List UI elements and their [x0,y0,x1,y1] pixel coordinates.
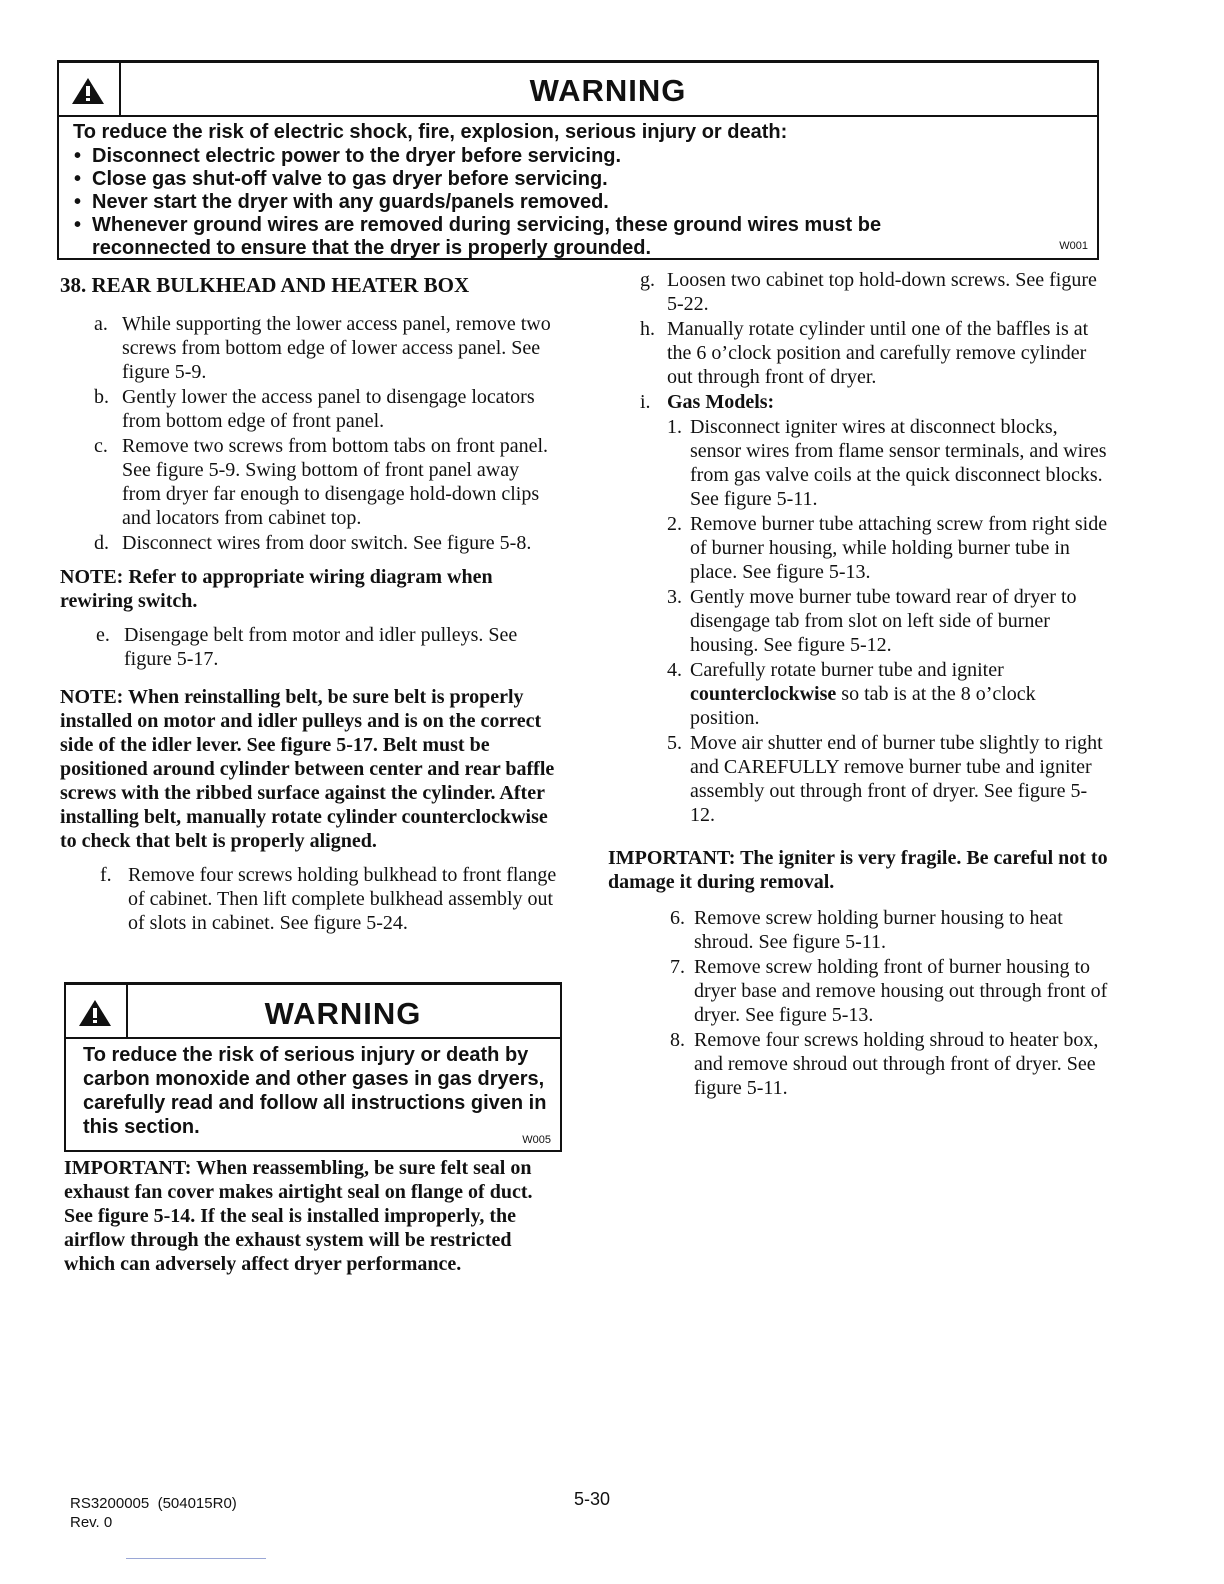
step-item [100,863,560,935]
step-item [96,623,564,671]
step-label: 5. [667,732,682,754]
gas-steps [640,415,1110,827]
step-item [667,512,1110,584]
step-item [667,658,1110,730]
step-e-list [60,623,560,671]
step-label: b. [94,386,109,408]
step-text: Remove four screws holding bulkhead to front flange of cabinet. Then lift complete bulkhead assembly out of slots in cabinet. See figure 5-24. [128,864,557,934]
step-item [94,434,560,530]
step-label: 4. [667,659,682,681]
top-warning-header [59,63,1097,117]
step-text: Gently lower the access panel to disengage locators from bottom edge of front panel. [122,386,535,432]
important-igniter: IMPORTANT: The igniter is very fragile. Be careful not to damage it during removal. [608,847,1108,893]
page-number: 5-30 [574,1489,611,1509]
top-warning-item: • Never start the dryer with any guards/panels removed. [73,191,1083,214]
step-item [94,531,560,555]
footer-rule [126,1558,266,1559]
step-text: Disengage belt from motor and idler pulleys. See figure 5-17. [124,624,518,670]
top-warning-title: WARNING [529,73,687,108]
step-label: 6. [670,907,685,929]
top-warning-list [73,145,1083,260]
note-belt: NOTE: When reinstalling belt, be sure belt is properly installed on motor and idler pulleys and is on the correct side of the idler lever. See figure 5-17. Belt must be positioned around cylinder between center and rear baffle screws with the ribbed surface against the cylinder. After installing belt, manually rotate cylinder counterclockwise to check that belt is properly aligned. [60,686,555,852]
left-column [60,268,560,936]
step-label: a. [94,313,108,335]
step-label: e. [96,624,110,646]
step-text: Disconnect igniter wires at disconnect blocks, sensor wires from flame sensor terminals, and wires from gas valve coils at the quick disconnect blocks. See figure 5-11. [690,416,1107,510]
gas-steps-2 [670,906,1110,1100]
step-text: Remove screw holding front of burner housing to dryer base and remove housing out through front of dryer. See figure 5-13. [694,956,1108,1026]
step-text: Remove four screws holding shroud to heater box, and remove shroud out through front of dryer. See figure 5-11. [694,1029,1099,1099]
top-warning-code: W001 [1059,240,1088,252]
step-text: Gently move burner tube toward rear of dryer to disengage tab from slot on left side of burner housing. See figure 5-12. [690,586,1077,656]
top-warning-item: • Close gas shut-off valve to gas dryer before servicing. [73,168,1083,191]
step-item [667,415,1110,511]
warning-triangle-icon [71,77,105,105]
gas-warning-header [66,985,560,1039]
step-item [670,906,1110,954]
gas-warning-body: To reduce the risk of serious injury or death by carbon monoxide and other gases in gas dryers, carefully read and follow all instructions given in this section. [83,1044,547,1138]
step-label: 1. [667,416,682,438]
step-text: Loosen two cabinet top hold-down screws. See figure 5-22. [667,269,1097,315]
step-label: h. [640,318,655,340]
doc-number: RS3200005 (504015R0) [70,1495,237,1512]
step-text: Move air shutter end of burner tube slightly to right and CAREFULLY remove burner tube and igniter assembly out through front of dryer. See figure 5-12. [690,732,1103,826]
footer-left [70,1494,237,1532]
step-item [670,955,1110,1027]
warning-triangle-icon [78,999,112,1027]
revision: Rev. 0 [70,1514,113,1531]
top-warning-intro: To reduce the risk of electric shock, fire, explosion, serious injury or death: [73,121,788,143]
gas-warning-title: WARNING [264,996,422,1031]
gas-warning-box [64,982,562,1152]
step-label: i. [640,391,651,413]
step-text: Remove screw holding burner housing to heat shroud. See figure 5-11. [694,907,1063,953]
step-label: 8. [670,1029,685,1051]
step-item [667,731,1110,827]
gas-warning-code: W005 [522,1134,551,1146]
step-item [640,268,1110,316]
step-f-list [60,863,560,935]
step-item [640,390,1110,414]
top-warning-icon-cell [59,63,121,115]
step-label: 3. [667,586,682,608]
step-text-post: so tab is at the 8 o’clock position. [690,683,1036,729]
step-label: 2. [667,513,682,535]
step-label: d. [94,532,109,554]
note-wiring: NOTE: Refer to appropriate wiring diagram when rewiring switch. [60,566,493,612]
top-warning-item: • Disconnect electric power to the dryer before servicing. [73,145,1083,168]
steps-a-d [60,312,560,555]
steps-g-i [640,268,1110,414]
step-text: Remove two screws from bottom tabs on front panel. See figure 5-9. Swing bottom of front panel away from dryer far enough to disengage hold-down clips and locators from cabinet top. [122,435,549,529]
step-item [667,585,1110,657]
step-text: Manually rotate cylinder until one of the baffles is at the 6 o’clock position and carefully remove cylinder out through front of dryer. [667,318,1089,388]
step-label: c. [94,435,108,457]
step-text: Disconnect wires from door switch. See figure 5-8. [122,532,532,554]
right-column-lower [670,906,1110,1101]
gas-warning-icon-cell [66,985,128,1037]
step-item [94,385,560,433]
step-item [670,1028,1110,1100]
step-label: f. [100,864,112,886]
step-label: 7. [670,956,685,978]
top-warning-item: • Whenever ground wires are removed during servicing, these ground wires must be reconnected to ensure that the dryer is properly grounded. [73,214,992,260]
step-text: Remove burner tube attaching screw from right side of burner housing, while holding burner tube in place. See figure 5-13. [690,513,1108,583]
step-text: Gas Models: [667,391,775,413]
step-label: g. [640,269,655,291]
step-item [94,312,560,384]
right-column [640,268,1110,828]
step-text-pre: Carefully rotate burner tube and igniter [690,659,1004,681]
top-warning-box [57,60,1099,260]
important-reassembling: IMPORTANT: When reassembling, be sure felt seal on exhaust fan cover makes airtight seal on flange of duct. See figure 5-14. If the seal is installed improperly, the airflow through the exhaust system will be restricted which can adversely affect dryer performance. [64,1157,533,1275]
step-text: While supporting the lower access panel, remove two screws from bottom edge of lower access panel. See figure 5-9. [122,313,551,383]
step-item [640,317,1110,389]
step-text-bold: counterclockwise [690,683,837,705]
section-title: 38. REAR BULKHEAD AND HEATER BOX [60,273,470,297]
